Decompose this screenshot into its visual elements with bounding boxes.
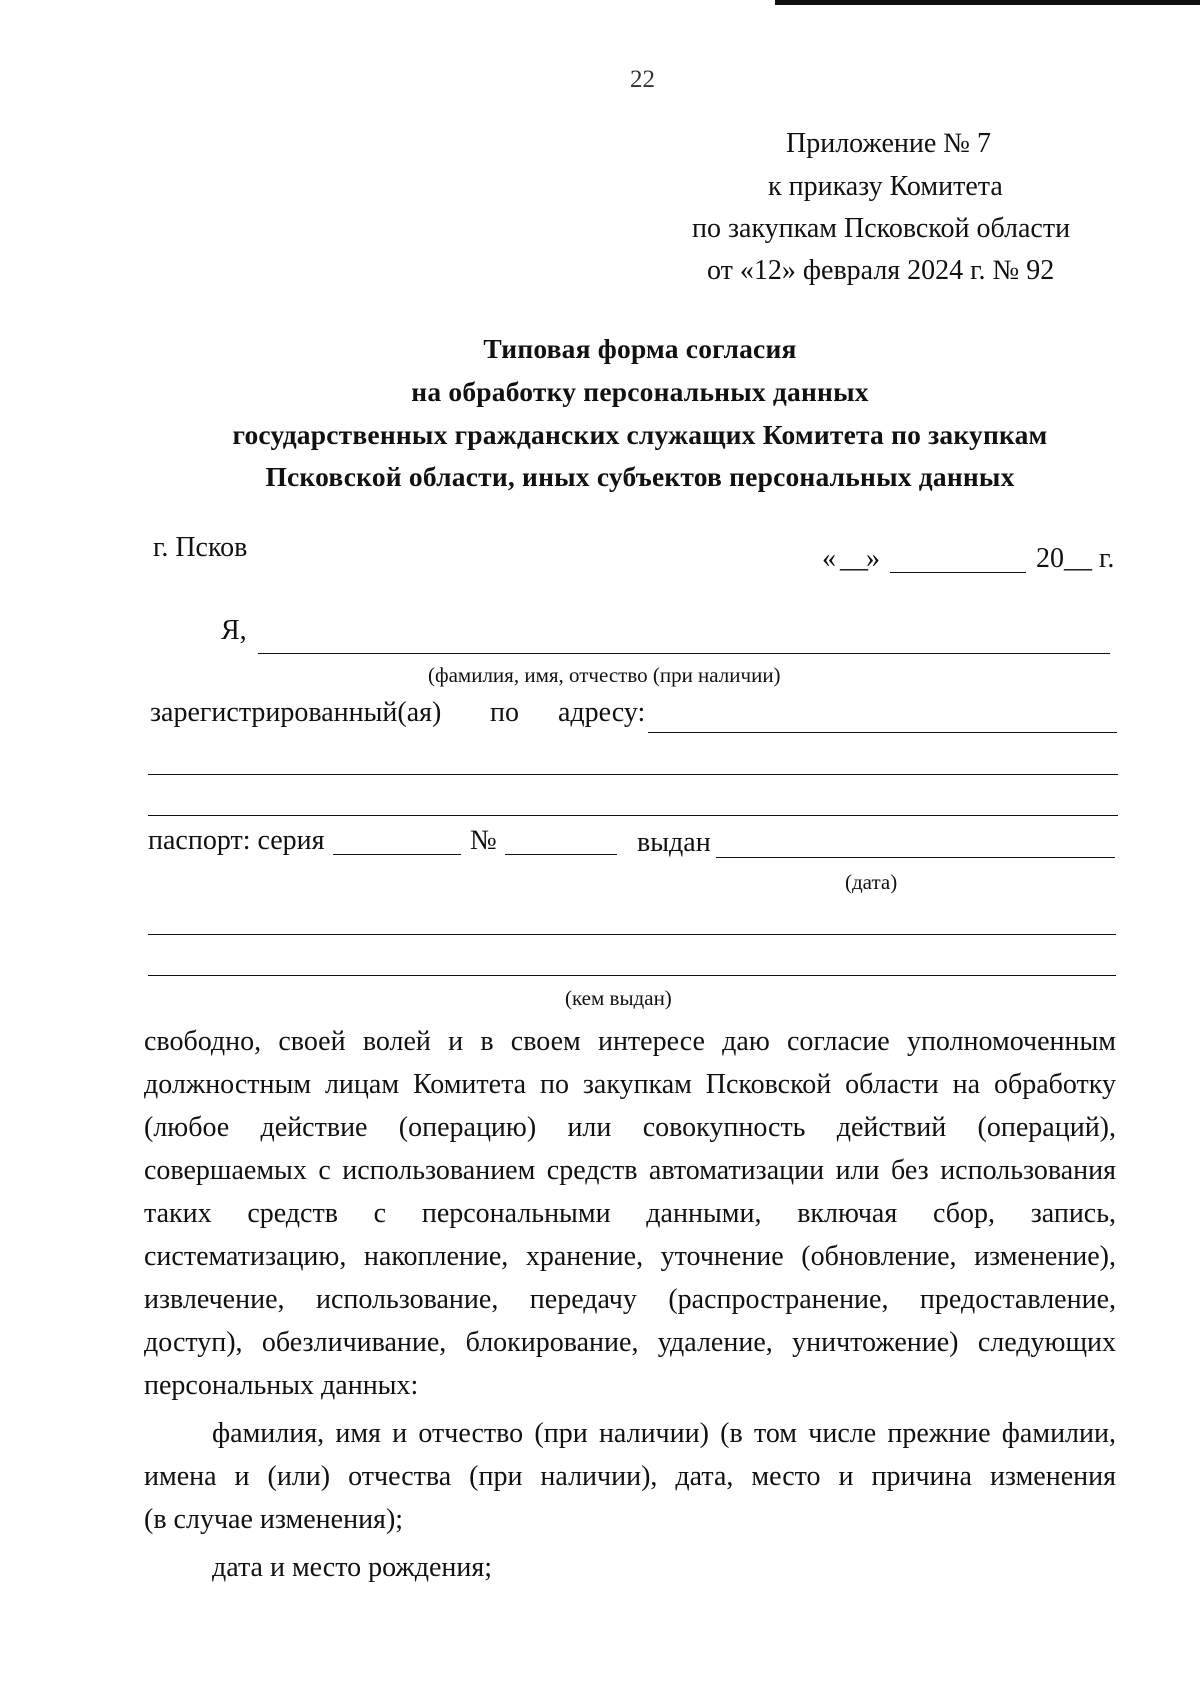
date-year: 20__ г. — [1036, 543, 1115, 574]
item-line: фамилия, имя и отчество (при наличии) (в том числе прежние фамилии, — [212, 1418, 1116, 1449]
title-line-2: на обработку персональных данных — [411, 376, 869, 407]
address-underline-1[interactable] — [648, 732, 1117, 733]
issued-by-caption: (кем выдан) — [565, 986, 672, 1010]
body-line: таких средств с персональными данными, включая сбор, запись, — [144, 1198, 1116, 1229]
body-line: персональных данных: — [144, 1370, 419, 1401]
address-label: адресу: — [558, 697, 646, 728]
date-day-blank[interactable]: __ — [840, 543, 868, 574]
appendix-line-4: от «12» февраля 2024 г. № 92 — [707, 255, 1055, 286]
item-line: (в случае изменения); — [144, 1504, 404, 1535]
fio-caption: (фамилия, имя, отчество (при наличии) — [428, 663, 781, 687]
issued-date-underline[interactable] — [716, 857, 1115, 858]
passport-series-label: паспорт: серия — [148, 825, 325, 856]
body-line: систематизацию, накопление, хранение, уточнение (обновление, изменение), — [144, 1241, 1116, 1272]
passport-series-underline[interactable] — [333, 854, 461, 855]
item-line: имена и (или) отчества (при наличии), дата, место и причина изменения — [144, 1461, 1116, 1492]
top-border-line — [775, 0, 1200, 5]
title-line-3: государственных гражданских служащих Комитета по закупкам — [232, 419, 1048, 450]
passport-number-label: № — [470, 825, 497, 856]
title-line-4: Псковской области, иных субъектов персональных данных — [265, 461, 1015, 492]
address-underline-2[interactable] — [148, 774, 1118, 775]
issued-by-underline-2[interactable] — [148, 975, 1116, 976]
date-month-underline[interactable] — [890, 572, 1026, 573]
issued-by-underline-1[interactable] — [148, 934, 1116, 935]
body-line: должностным лицам Комитета по закупкам Псковской области на обработку — [144, 1069, 1116, 1100]
issued-label: выдан — [637, 827, 711, 858]
appendix-line-1: Приложение № 7 — [786, 128, 991, 159]
date-quote-close: » — [866, 543, 880, 574]
body-line: извлечение, использование, передачу (распространение, предоставление, — [144, 1284, 1116, 1315]
registered-label: зарегистрированный(ая) — [150, 697, 442, 728]
body-line: доступ), обезличивание, блокирование, удаление, уничтожение) следующих — [144, 1327, 1116, 1358]
passport-number-underline[interactable] — [505, 854, 617, 855]
title-line-1: Типовая форма согласия — [483, 333, 797, 364]
date-quote-open: « — [822, 543, 836, 574]
appendix-line-2: к приказу Комитета — [768, 171, 1003, 202]
page-number: 22 — [630, 66, 655, 93]
address-underline-3[interactable] — [148, 815, 1118, 816]
body-line: совершаемых с использованием средств автоматизации или без использования — [144, 1155, 1116, 1186]
appendix-line-3: по закупкам Псковской области — [692, 213, 1071, 244]
place-of-signing: г. Псков — [153, 532, 248, 563]
fio-underline[interactable] — [258, 653, 1110, 654]
body-line: свободно, своей волей и в своем интересе даю согласие уполномоченным — [144, 1026, 1116, 1057]
body-line: (любое действие (операцию) или совокупность действий (операций), — [144, 1112, 1116, 1143]
i-label: Я, — [221, 615, 247, 646]
data-item-birth: дата и место рождения; — [212, 1552, 493, 1583]
date-caption: (дата) — [845, 870, 898, 894]
po-label: по — [490, 697, 519, 728]
